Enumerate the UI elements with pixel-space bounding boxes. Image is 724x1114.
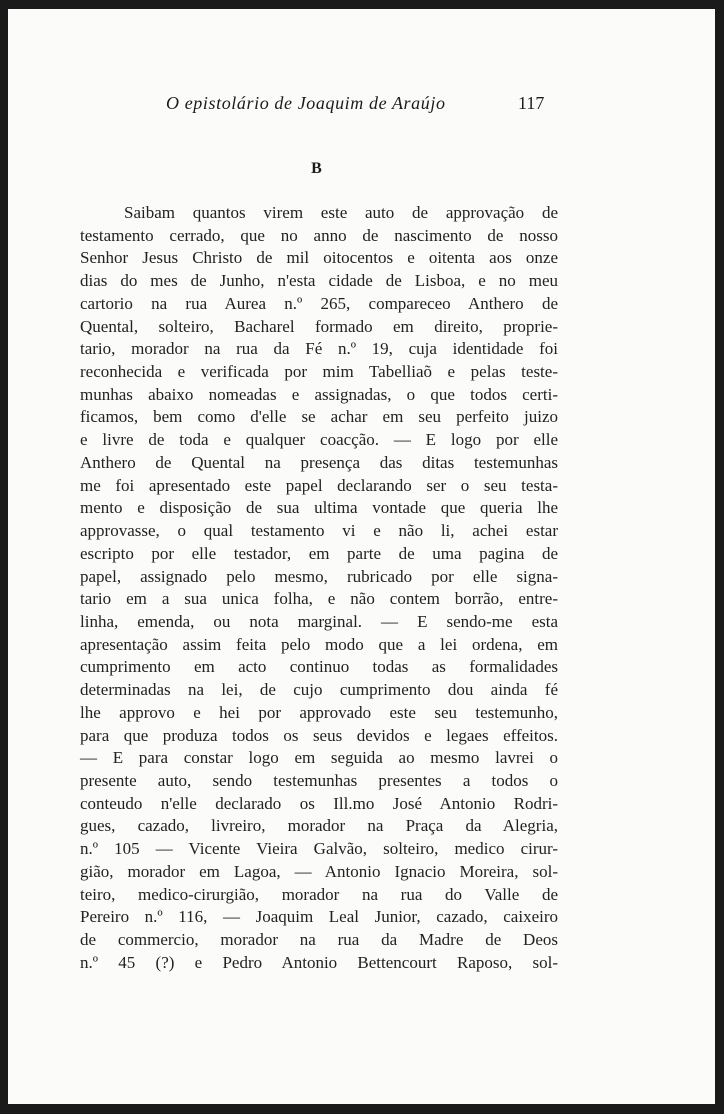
text-line: apresentação assim feita pelo modo que a lei ordena, em <box>80 634 558 654</box>
text-line: gues, cazado, livreiro, morador na Praça da Alegria, <box>80 816 558 836</box>
text-line: papel, assignado pelo mesmo, rubricado por elle signa- <box>80 566 558 586</box>
text-line: lhe approvo e hei por approvado este seu testemunho, <box>80 702 558 722</box>
text-line: Anthero de Quental na presença das ditas testemunhas <box>80 452 558 472</box>
text-line: n.º 105 — Vicente Vieira Galvão, solteiro, medico cirur- <box>80 839 558 859</box>
text-line: n.º 45 (?) e Pedro Antonio Bettencourt Raposo, sol- <box>80 952 558 972</box>
book-page <box>8 9 715 1104</box>
text-line: escripto por elle testador, em parte de uma pagina de <box>80 543 558 563</box>
text-line: mento e disposição de sua ultima vontade que queria lhe <box>80 498 558 518</box>
text-line: dias do mes de Junho, n'esta cidade de Lisboa, e no meu <box>80 271 558 291</box>
text-line: de commercio, morador na rua da Madre de Deos <box>80 930 558 949</box>
text-line: testamento cerrado, que no anno de nascimento de nosso <box>80 225 558 245</box>
text-line: tario em a sua unica folha, e não contem borrão, entre- <box>80 589 558 609</box>
text-line: para que produza todos os seus devidos e legaes effeitos. <box>80 725 558 745</box>
section-letter: B <box>311 160 323 177</box>
text-line: tario, morador na rua da Fé n.º 19, cuja identidade foi <box>80 339 558 359</box>
text-line: e livre de toda e qualquer coacção. — E logo por elle <box>80 430 558 450</box>
text-line: munhas abaixo nomeadas e assignadas, o que todos certi- <box>80 384 558 404</box>
text-line: cartorio na rua Aurea n.º 265, compareceo Anthero de <box>80 293 558 313</box>
text-line: me foi apresentado este papel declarando ser o seu testa- <box>80 475 558 495</box>
text-line: Pereiro n.º 116, — Joaquim Leal Junior, cazado, caixeiro <box>80 907 558 927</box>
text-line: approvasse, o qual testamento vi e não li, achei estar <box>80 521 558 541</box>
text-line: Quental, solteiro, Bacharel formado em direito, proprie- <box>80 316 558 336</box>
text-line: cumprimento em acto continuo todas as formalidades <box>80 657 558 677</box>
text-line: Saibam quantos virem este auto de approvação de <box>124 203 558 222</box>
text-line: determinadas na lei, de cujo cumprimento dou ainda fé <box>80 680 558 700</box>
text-line: presente auto, sendo testemunhas presentes a todos o <box>80 770 558 790</box>
text-line: Senhor Jesus Christo de mil oitocentos e oitenta aos onze <box>80 248 558 268</box>
text-line: teiro, medico-cirurgião, morador na rua do Valle de <box>80 884 558 904</box>
text-line: — E para constar logo em seguida ao mesmo lavrei o <box>80 748 558 768</box>
page-header <box>8 93 715 117</box>
page-number: 117 <box>518 93 545 113</box>
running-title: O epistolário de Joaquim de Araújo <box>166 93 446 113</box>
text-line: gião, morador em Lagoa, — Antonio Ignacio Moreira, sol- <box>80 861 558 881</box>
body-text <box>80 202 558 974</box>
text-line: conteudo n'elle declarado os Ill.mo José Antonio Rodri- <box>80 793 558 813</box>
text-line: ficamos, bem como d'elle se achar em seu perfeito juizo <box>80 407 558 427</box>
text-line: reconhecida e verificada por mim Tabelliaõ e pelas teste- <box>80 362 558 382</box>
text-line: linha, emenda, ou nota marginal. — E sendo-me esta <box>80 611 558 631</box>
